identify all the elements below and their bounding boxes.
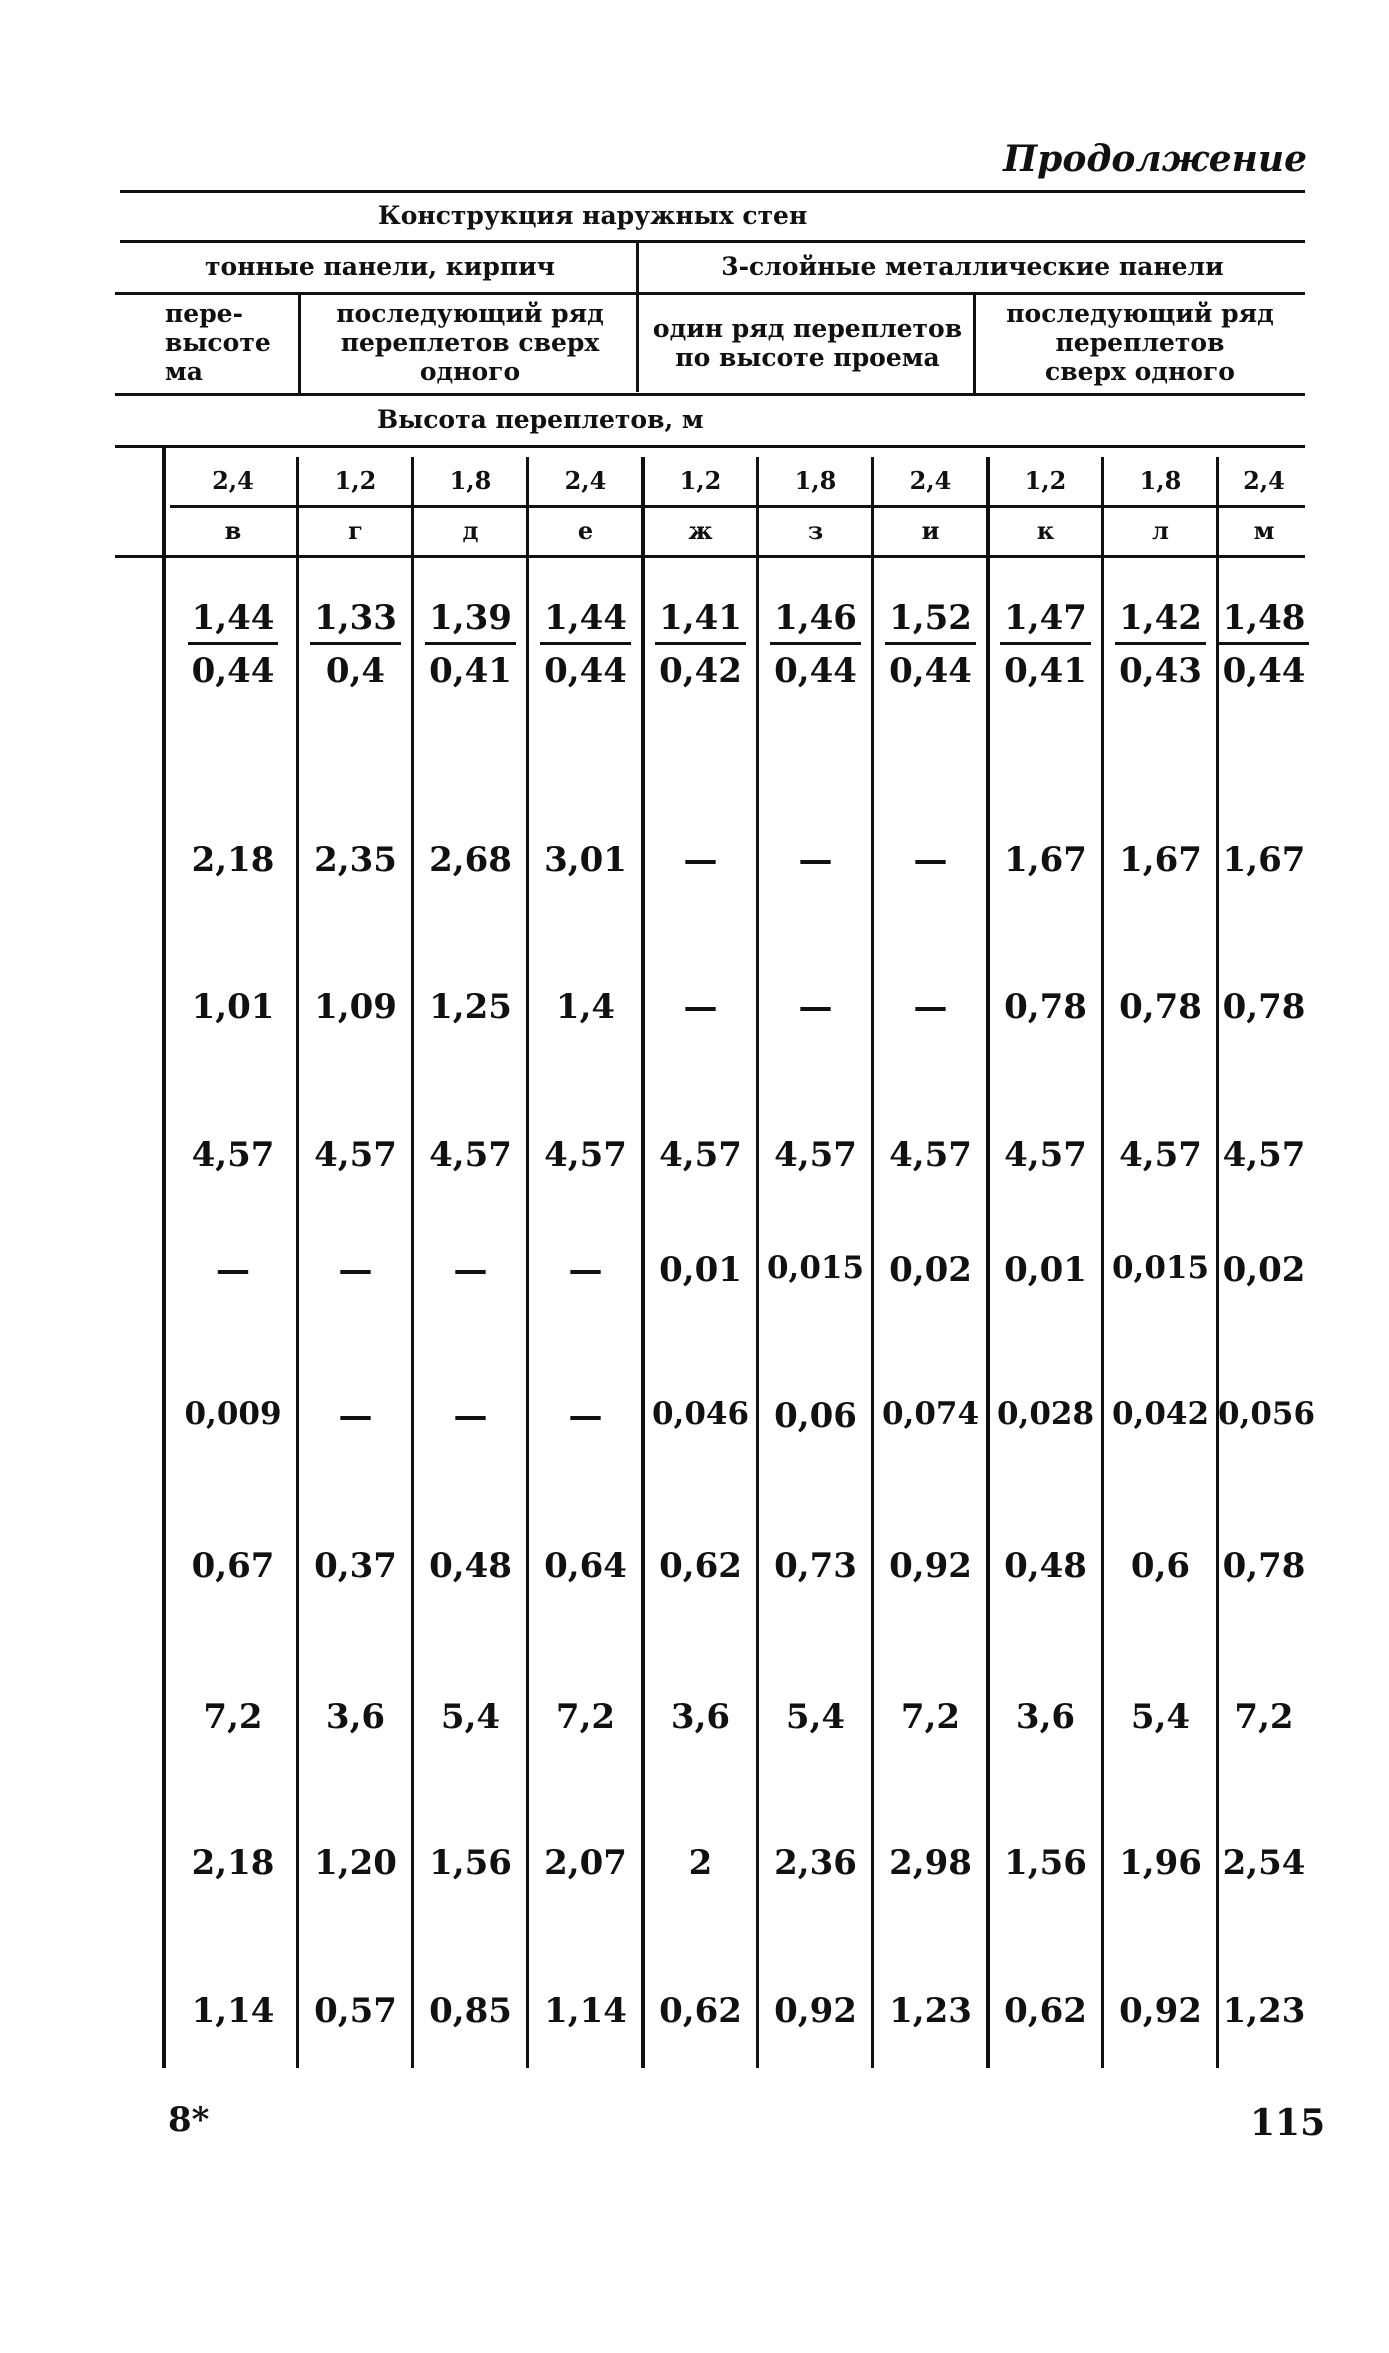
column-letter: з [807,516,824,546]
table-cell: 0,48 [429,1546,512,1586]
divider-groups [636,242,639,392]
table-cell: 4,57 [544,1135,627,1175]
fraction-numerator: 1,48 [1219,598,1310,645]
fraction-denominator: 0,44 [889,651,972,691]
table-cell: 0,06 [774,1396,857,1436]
footer-left-mark: 8* [168,2100,210,2140]
table-cell: 2,07 [544,1843,627,1883]
table-cell: — [683,987,718,1027]
construction-title: Конструкция наружных стен [378,200,808,230]
table-cell: 1,4 [555,987,616,1027]
table-cell: 1,20 [314,1843,397,1883]
table-cell: — [338,1250,373,1290]
table-cell: — [216,1250,250,1290]
subgroup-b1: один ряд переплетов по высоте проема [652,313,963,372]
table-cell: 0,015 [766,1250,865,1286]
fraction-numerator: 1,44 [188,598,279,645]
table-cell: 4,57 [889,1135,972,1175]
height-value: 1,8 [1139,466,1182,496]
fraction-cell [168,598,298,691]
column-letter: л [1152,516,1169,546]
table-cell: 0,02 [1222,1250,1306,1290]
table-cell: 0,015 [1111,1250,1210,1286]
table-cell: 0,64 [544,1546,627,1586]
height-value: 1,2 [334,466,377,496]
rule-letters [115,555,1305,558]
table-cell: 0,62 [659,1991,742,2031]
table-cell: 2,18 [191,1843,275,1883]
table-cell: — [798,840,833,880]
table-cell: 0,73 [774,1546,857,1586]
table-cell: 2,36 [774,1843,857,1883]
continuation-label: Продолжение [1003,138,1307,180]
table-cell: 0,01 [1004,1250,1087,1290]
subgroup-a2: последующий ряд переплетов сверх одного [336,299,604,386]
table-cell: — [568,1396,603,1436]
fraction-cell [528,598,643,691]
table-cell: 0,056 [1218,1396,1316,1432]
table-cell: 1,67 [1119,840,1202,880]
table-cell: 0,074 [881,1396,980,1432]
table-cell: — [913,987,948,1027]
table-cell: 0,028 [996,1396,1095,1432]
column-letter: е [577,516,594,546]
fraction-cell [988,598,1103,691]
table-cell: 5,4 [440,1697,501,1737]
fraction-cell [1218,598,1310,691]
column-letter: г [348,516,363,546]
fraction-denominator: 0,44 [1222,651,1306,691]
fraction-denominator: 0,41 [1004,651,1087,691]
table-cell: 0,046 [651,1396,750,1432]
table-cell: — [913,840,948,880]
table-cell: 0,78 [1119,987,1202,1027]
table-cell: 4,57 [314,1135,397,1175]
table-cell: 2,35 [314,840,397,880]
table-cell: 3,6 [325,1697,386,1737]
column-letter: в [224,516,242,546]
table-cell: 4,57 [1004,1135,1087,1175]
table-cell: — [798,987,833,1027]
table-cell: 0,48 [1004,1546,1087,1586]
table-cell: — [453,1396,488,1436]
table-cell: 1,25 [429,987,512,1027]
fraction-cell [298,598,413,691]
table-cell: — [568,1250,603,1290]
table-cell: 2,18 [191,840,275,880]
fraction-numerator: 1,46 [770,598,861,645]
fraction-cell [1103,598,1218,691]
table-cell: 4,57 [429,1135,512,1175]
fraction-numerator: 1,52 [885,598,976,645]
table-cell: 0,009 [184,1396,282,1432]
table-cell: 0,62 [659,1546,742,1586]
height-value: 1,8 [449,466,492,496]
column-letter: и [921,516,940,546]
fraction-cell [413,598,528,691]
fraction-numerator: 1,42 [1115,598,1206,645]
table-cell: 0,37 [314,1546,397,1586]
table-cell: 2,54 [1222,1843,1306,1883]
height-value: 2,4 [909,466,952,496]
table-cell: 4,57 [1222,1135,1306,1175]
height-value: 1,2 [679,466,722,496]
table-cell: 1,67 [1004,840,1087,880]
group-a-label: тонные панели, кирпич [205,251,555,281]
table-cell: 0,92 [774,1991,857,2031]
table-cell: 0,02 [889,1250,972,1290]
table-cell: 7,2 [555,1697,616,1737]
table-cell: — [683,840,718,880]
table-cell: 1,14 [191,1991,275,2031]
table-cell: 0,92 [889,1546,972,1586]
divider-sub-a [298,294,301,393]
fraction-numerator: 1,41 [655,598,746,645]
fraction-cell [758,598,873,691]
table-cell: 4,57 [191,1135,275,1175]
table-cell: 1,23 [1222,1991,1306,2031]
fraction-cell [873,598,988,691]
fraction-denominator: 0,43 [1119,651,1202,691]
table-cell: 0,78 [1004,987,1087,1027]
table-cell: 5,4 [1130,1697,1191,1737]
fraction-denominator: 0,44 [544,651,627,691]
rule-height-label [115,445,1305,448]
group-b-label: 3-слойные металлические панели [721,251,1224,281]
subgroup-a1: пере- высоте ма [165,299,271,386]
table-cell: 0,57 [314,1991,397,2031]
table-cell: 1,01 [191,987,275,1027]
fraction-denominator: 0,4 [325,651,386,691]
divider-sub-b [973,294,976,393]
column-letter: м [1253,516,1275,546]
table-cell: 1,67 [1222,840,1306,880]
height-value: 2,4 [1243,466,1285,496]
table-cell: 1,09 [314,987,397,1027]
table-cell: 0,042 [1111,1396,1210,1432]
table-cell: 0,01 [659,1250,742,1290]
table-cell: 0,85 [429,1991,512,2031]
table-cell: 2 [688,1843,713,1883]
table-cell: — [453,1250,488,1290]
height-value: 2,4 [564,466,607,496]
fraction-numerator: 1,47 [1000,598,1091,645]
height-value: 1,8 [794,466,837,496]
height-label: Высота переплетов, м [377,404,704,434]
table-cell: 0,78 [1222,987,1306,1027]
table-cell: 5,4 [785,1697,846,1737]
table-cell: 2,98 [889,1843,972,1883]
column-line [162,447,166,2068]
table-cell: 1,56 [1004,1843,1087,1883]
table-cell: 7,2 [900,1697,961,1737]
fraction-numerator: 1,33 [310,598,401,645]
table-cell: — [338,1396,373,1436]
fraction-numerator: 1,39 [425,598,516,645]
height-value: 1,2 [1024,466,1067,496]
table-cell: 1,96 [1119,1843,1202,1883]
column-letter: к [1036,516,1055,546]
fraction-denominator: 0,44 [774,651,857,691]
table-cell: 1,23 [889,1991,972,2031]
table-cell: 4,57 [1119,1135,1202,1175]
subgroup-b2: последующий ряд переплетов сверх одного [1006,299,1274,386]
table-cell: 2,68 [429,840,512,880]
table-cell: 0,6 [1130,1546,1191,1586]
table-cell: 0,78 [1222,1546,1306,1586]
table-cell: 4,57 [659,1135,742,1175]
table-cell: 4,57 [774,1135,857,1175]
table-cell: 7,2 [1234,1697,1294,1737]
fraction-cell [643,598,758,691]
table-cell: 0,62 [1004,1991,1087,2031]
table-cell: 0,67 [191,1546,275,1586]
height-value: 2,4 [212,466,254,496]
table-cell: 3,01 [544,840,627,880]
table-cell: 0,92 [1119,1991,1202,2031]
column-letter: д [462,516,479,546]
table-cell: 3,6 [1015,1697,1076,1737]
table-cell: 3,6 [670,1697,731,1737]
fraction-denominator: 0,44 [191,651,275,691]
table-cell: 1,14 [544,1991,627,2031]
fraction-denominator: 0,41 [429,651,512,691]
page-number: 115 [1250,2102,1326,2144]
fraction-denominator: 0,42 [659,651,742,691]
table-cell: 7,2 [203,1697,263,1737]
column-letter: ж [688,516,713,546]
fraction-numerator: 1,44 [540,598,631,645]
table-cell: 1,56 [429,1843,512,1883]
